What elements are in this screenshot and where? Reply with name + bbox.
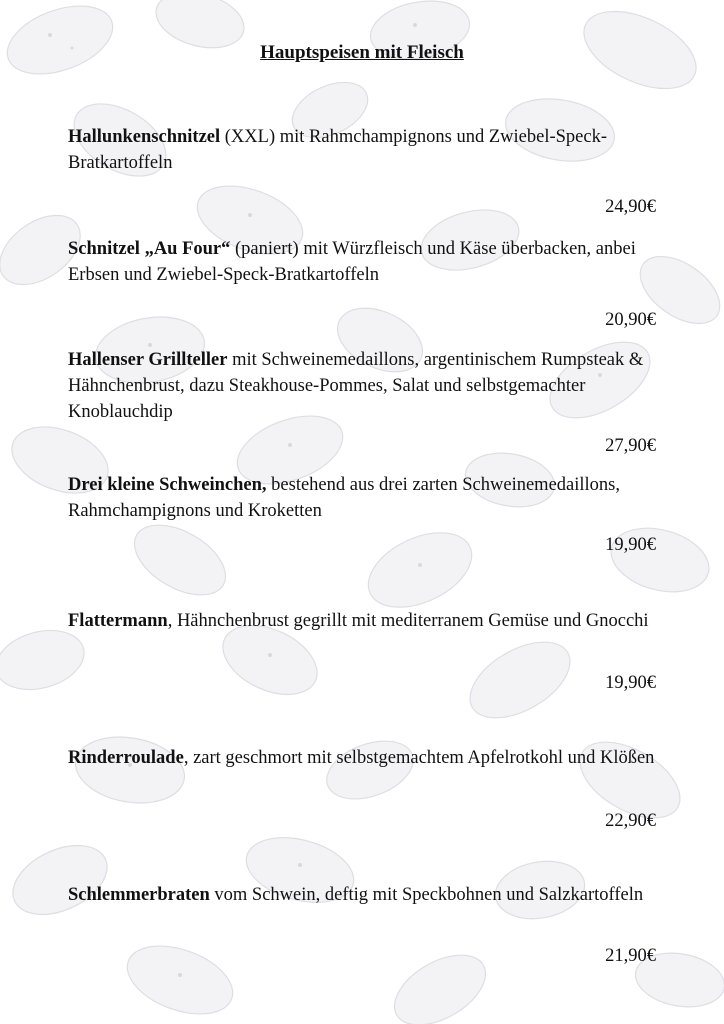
menu-item: [68, 472, 668, 524]
menu-item: [68, 347, 668, 425]
menu-title: Hauptspeisen mit Fleisch: [260, 42, 464, 63]
dish-description: (paniert) mit Würzfleisch und Käse überbacken, anbei Erbsen und Zwiebel-Speck-Bratkartoffeln: [68, 239, 636, 285]
dish-price: 19,90€: [605, 535, 656, 555]
dish-description: mit Schweinemedaillons, argentinischem Rumpsteak & Hähnchenbrust, dazu Steakhouse-Pommes, Salat und selbstgemachter Knoblauchdip: [68, 350, 644, 422]
dish-price: 19,90€: [605, 673, 656, 693]
menu-item: [68, 608, 668, 634]
dish-price: 27,90€: [605, 436, 656, 456]
menu-item: [68, 745, 668, 771]
dish-name: Rinderroulade: [68, 748, 184, 768]
dish-description: vom Schwein, deftig mit Speckbohnen und Salzkartoffeln: [209, 885, 644, 905]
menu-item: [68, 124, 668, 176]
dish-name: Schlemmerbraten: [68, 885, 210, 905]
dish-name: Flattermann: [68, 611, 168, 631]
dish-description: , Hähnchenbrust gegrillt mit mediterranem Gemüse und Gnocchi: [167, 611, 649, 631]
dish-description: bestehend aus drei zarten Schweinemedaillons, Rahmchampignons und Kroketten: [68, 475, 620, 521]
dish-name: Hallenser Grillteller: [68, 350, 228, 370]
dish-price: 21,90€: [605, 946, 656, 966]
dish-name: Drei kleine Schweinchen,: [68, 475, 267, 495]
dish-name: Schnitzel „Au Four“: [68, 239, 231, 259]
dish-description: , zart geschmort mit selbstgemachtem Apfelrotkohl und Klößen: [183, 748, 655, 768]
menu-item: [68, 236, 668, 288]
menu-item: [68, 882, 668, 908]
dish-description: (XXL) mit Rahmchampignons und Zwiebel-Speck-Bratkartoffeln: [68, 127, 608, 173]
dish-price: 24,90€: [605, 197, 656, 217]
dish-price: 22,90€: [605, 811, 656, 831]
dish-name: Hallunkenschnitzel: [68, 127, 221, 147]
dish-price: 20,90€: [605, 310, 656, 330]
